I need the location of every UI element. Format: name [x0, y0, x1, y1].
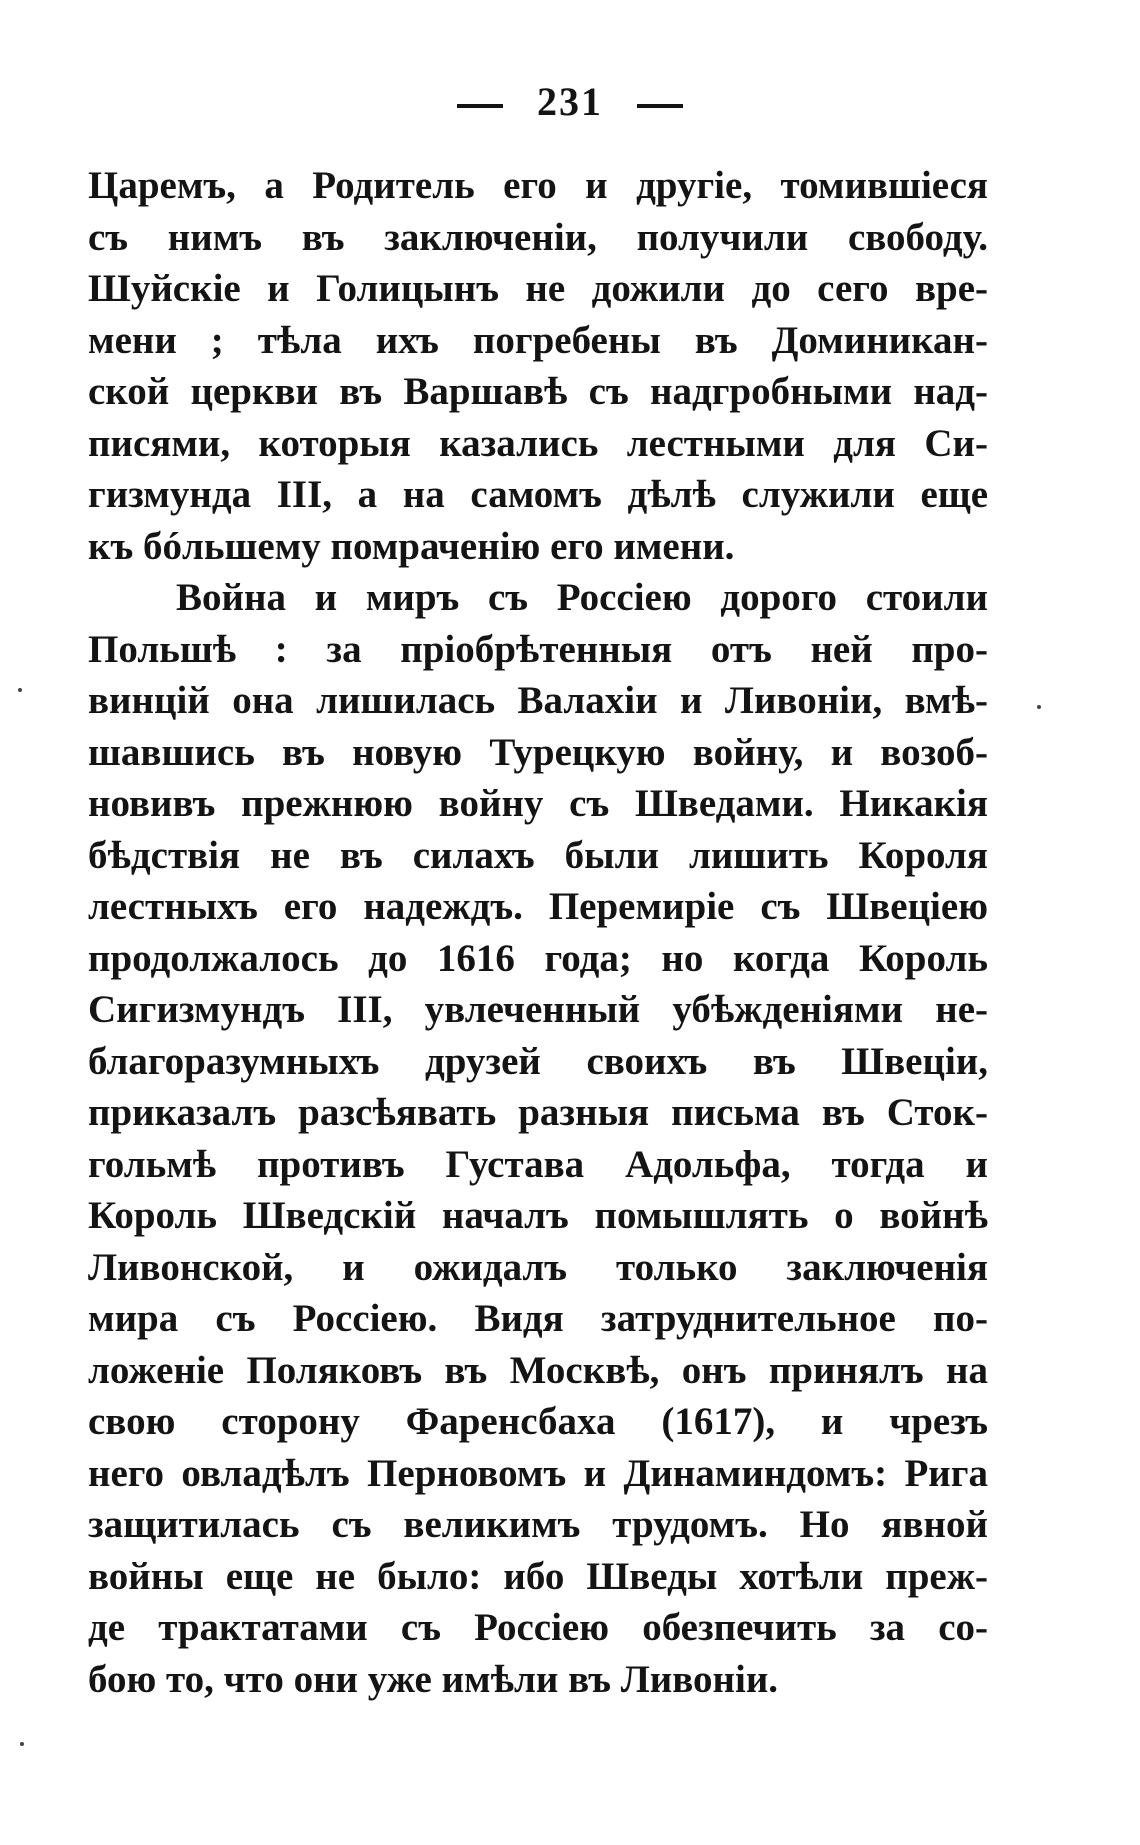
scan-speck: [18, 688, 22, 692]
page-number: 231: [537, 79, 603, 124]
text-line: защитилась съ великимъ трудомъ. Но явной: [88, 1503, 988, 1546]
page-header: [0, 78, 1140, 125]
text-line: благоразумныхъ друзей своихъ въ Швеціи,: [88, 1039, 988, 1083]
text-line: Король Шведскій началъ помышлять о войнѣ: [88, 1194, 988, 1237]
text-line: бою то, что они уже имѣли въ Ливоніи.: [88, 1657, 779, 1701]
text-line: къ бóльшему помраченію его имени.: [88, 524, 735, 568]
text-line: него овладѣлъ Перновомъ и Динаминдомъ: Рига: [88, 1451, 988, 1495]
text-line: де трактатами съ Россіею обезпечить за со-: [88, 1606, 988, 1649]
text-line: съ нимъ въ заключеніи, получили свободу.: [88, 215, 988, 259]
text-line: Польшѣ : за пріобрѣтенныя отъ ней про-: [88, 627, 988, 671]
text-line: мира съ Россіею. Видя затруднительное по-: [88, 1297, 988, 1340]
text-line: гольмѣ противъ Густава Адольфа, тогда и: [88, 1142, 988, 1186]
text-line: ложеніе Поляковъ въ Москвѣ, онъ принялъ на: [88, 1348, 988, 1392]
text-line: ской церкви въ Варшавѣ съ надгробными над-: [88, 370, 988, 413]
body-text: [88, 160, 988, 1705]
text-line: Ливонской, и ожидалъ только заключенія: [88, 1245, 988, 1289]
text-line: приказалъ разсѣявать разныя письма въ Сток-: [88, 1091, 988, 1134]
text-line: лестныхъ его надеждъ. Перемиріе съ Швеціею: [88, 885, 988, 928]
text-line: свою сторону Фаренсбаха (1617), и чрезъ: [88, 1400, 988, 1443]
text-line: мени ; тѣла ихъ погребены въ Доминикан-: [88, 318, 988, 362]
scan-speck: [1037, 705, 1041, 709]
text-line: винцій она лишилась Валахіи и Ливоніи, вмѣ-: [88, 679, 988, 722]
text-line: гизмунда III, а на самомъ дѣлѣ служили еще: [88, 473, 988, 516]
text-line: Царемъ, а Родитель его и другіе, томившіеся: [88, 164, 988, 207]
paragraph-first-line: Война и миръ съ Россіею дорого стоили: [176, 576, 988, 619]
text-line: шавшись въ новую Турецкую войну, и возоб-: [88, 730, 988, 774]
text-line: Сигизмундъ III, увлеченный убѣжденіями не-: [88, 988, 988, 1031]
scan-speck: [20, 1742, 24, 1746]
text-line: войны еще не было: ибо Шведы хотѣли преж-: [88, 1554, 988, 1598]
text-line: бѣдствія не въ силахъ были лишить Короля: [88, 833, 988, 877]
text-line: продолжалось до 1616 года; но когда Король: [88, 936, 988, 980]
text-line: писями, которыя казались лестными для Си-: [88, 421, 988, 465]
text-line: Шуйскіе и Голицынъ не дожили до сего вре-: [88, 267, 988, 310]
text-line: новивъ прежнюю войну съ Шведами. Никакія: [88, 782, 988, 825]
left-dash: [457, 104, 503, 108]
right-dash: [637, 104, 683, 108]
